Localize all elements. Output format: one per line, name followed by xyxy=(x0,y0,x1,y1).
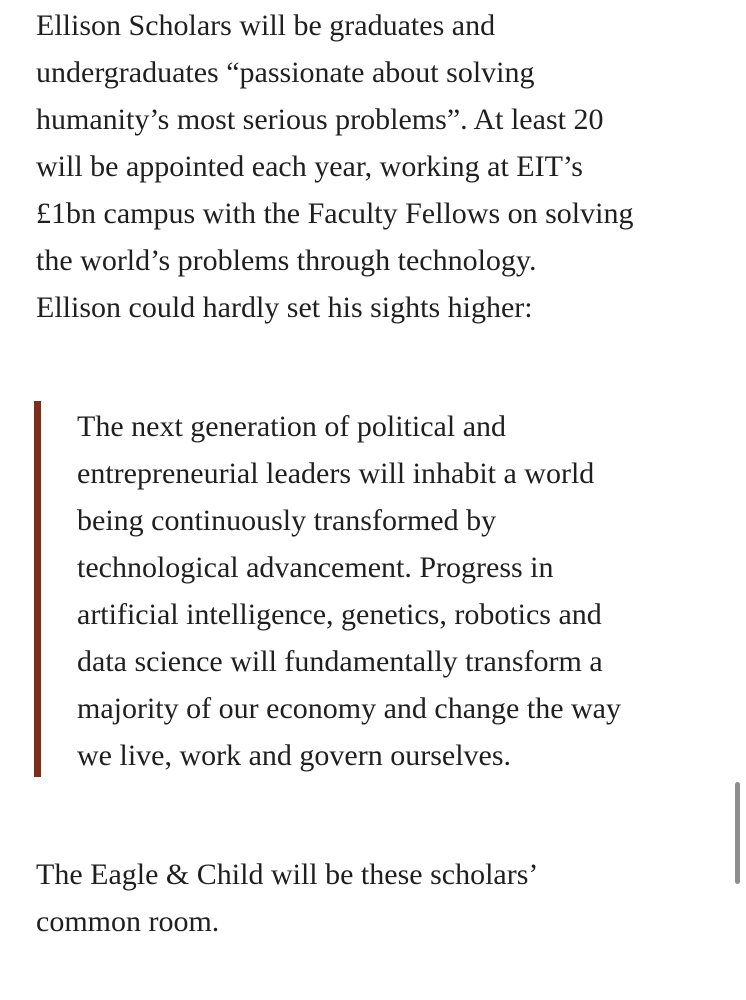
article-paragraph xyxy=(36,851,538,945)
quote-line: The next generation of political and xyxy=(77,410,507,443)
quote-accent-bar xyxy=(34,401,41,777)
quote-text xyxy=(77,403,621,779)
paragraph-line: Ellison could hardly set his sights higher: xyxy=(36,291,533,324)
quote-line: we live, work and govern ourselves. xyxy=(77,739,512,772)
paragraph-line: Ellison Scholars will be graduates and xyxy=(36,9,496,42)
paragraph-line: will be appointed each year, working at EIT’s xyxy=(36,150,583,183)
paragraph-line: humanity’s most serious problems”. At least 20 xyxy=(36,103,604,136)
paragraph-line: common room. xyxy=(36,905,220,938)
quote-line: artificial intelligence, genetics, robotics and xyxy=(77,598,602,631)
scrollbar-thumb[interactable] xyxy=(735,782,740,884)
paragraph-line: undergraduates “passionate about solving xyxy=(36,56,535,89)
quote-line: majority of our economy and change the way xyxy=(77,692,621,725)
quote-line: entrepreneurial leaders will inhabit a world xyxy=(77,457,595,490)
quote-line: data science will fundamentally transform a xyxy=(77,645,603,678)
paragraph-line: £1bn campus with the Faculty Fellows on solving xyxy=(36,197,634,230)
quote-line: being continuously transformed by xyxy=(77,504,497,537)
pull-quote xyxy=(34,401,714,777)
article-paragraph xyxy=(36,2,633,331)
quote-line: technological advancement. Progress in xyxy=(77,551,554,584)
paragraph-line: The Eagle & Child will be these scholars’ xyxy=(36,858,539,891)
paragraph-line: the world’s problems through technology. xyxy=(36,244,537,277)
